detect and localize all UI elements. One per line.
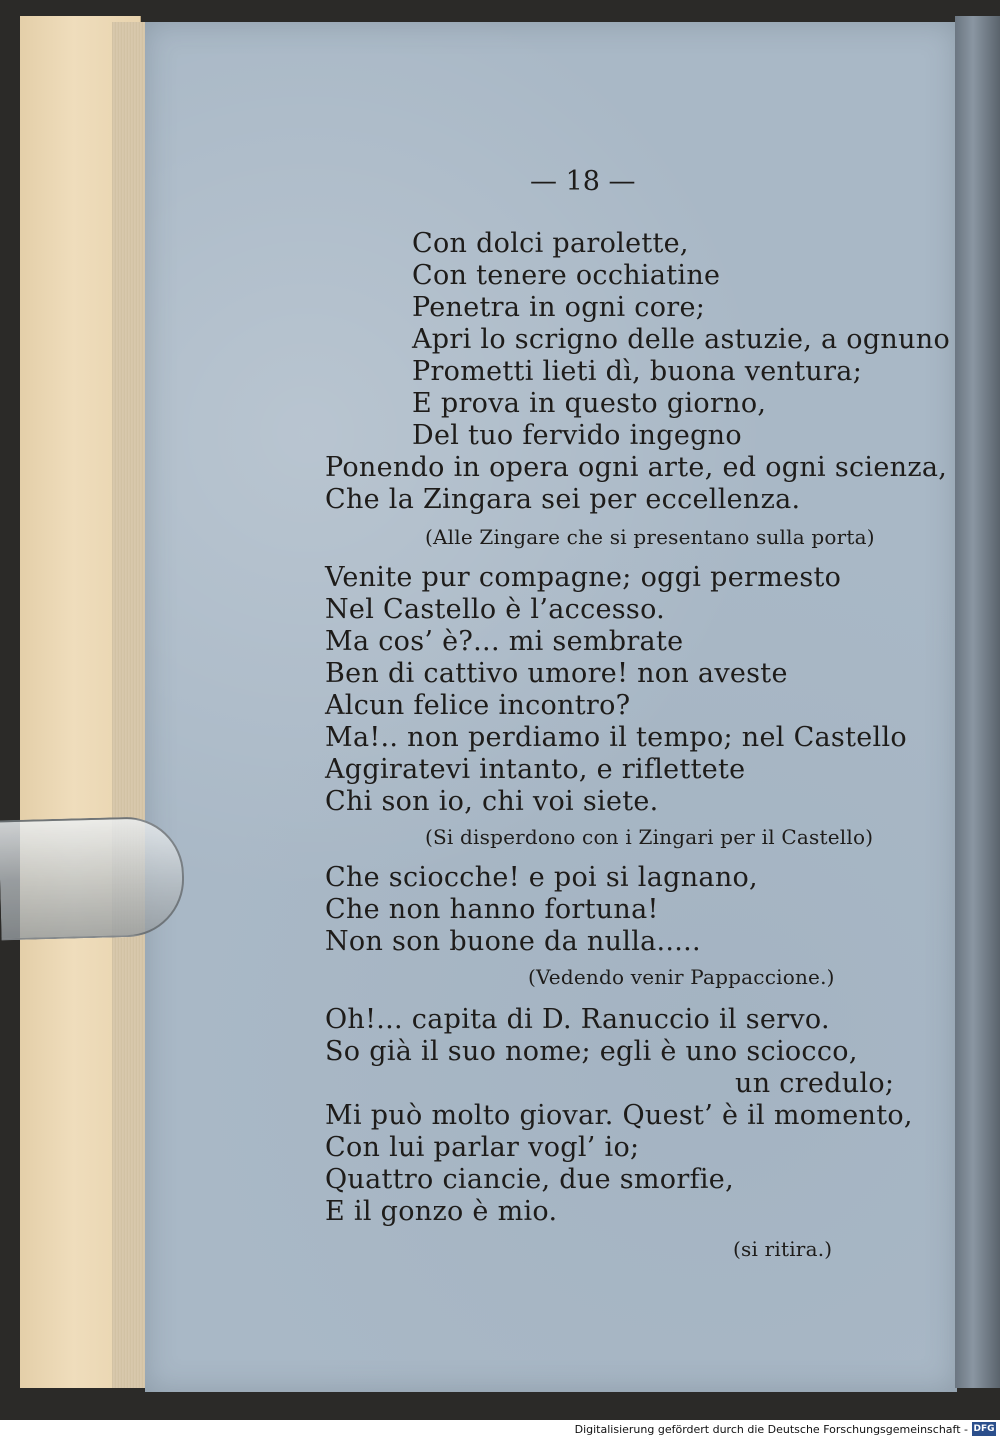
verse-line: Quattro ciancie, due smorfie, xyxy=(325,1164,734,1195)
verse-line: Che la Zingara sei per eccellenza. xyxy=(325,484,801,515)
verse-line: Ponendo in opera ogni arte, ed ogni scienza, xyxy=(325,452,948,483)
page-number: — 18 — xyxy=(530,166,636,197)
verse-line: Con dolci parolette, xyxy=(412,228,689,259)
verse-line: Nel Castello è l’accesso. xyxy=(325,594,666,625)
verse-line: E prova in questo giorno, xyxy=(412,388,767,419)
verse-line: Con tenere occhiatine xyxy=(412,260,721,291)
glass-page-clip xyxy=(0,816,186,941)
stage-direction: (si ritira.) xyxy=(733,1237,833,1261)
stage-direction: (Vedendo venir Pappaccione.) xyxy=(528,965,835,989)
verse-line: Aggiratevi intanto, e riflettete xyxy=(325,754,746,785)
verse-line: So già il suo nome; egli è uno sciocco, xyxy=(325,1036,858,1067)
verse-line: Ma!.. non perdiamo il tempo; nel Castello xyxy=(325,722,907,753)
stage-direction: (Alle Zingare che si presentano sulla porta) xyxy=(425,525,875,549)
verse-line: Mi può molto giovar. Quest’ è il momento, xyxy=(325,1100,913,1131)
verse-line: Prometti lieti dì, buona ventura; xyxy=(412,356,863,387)
verse-line: Venite pur compagne; oggi permesto xyxy=(325,562,842,593)
verse-line: Chi son io, chi voi siete. xyxy=(325,786,659,817)
dfg-logo-icon: DFG xyxy=(973,1424,995,1434)
verse-line: un credulo; xyxy=(735,1068,895,1099)
verse-line: Oh!... capita di D. Ranuccio il servo. xyxy=(325,1004,830,1035)
stage-direction: (Si disperdono con i Zingari per il Castello) xyxy=(425,825,874,849)
funding-notice: Digitalisierung gefördert durch die Deutsche Forschungsgemeinschaft - xyxy=(574,1423,968,1436)
verse-line: Che non hanno fortuna! xyxy=(325,894,659,925)
verse-line: Ma cos’ è?... mi sembrate xyxy=(325,626,684,657)
verse-line: Con lui parlar vogl’ io; xyxy=(325,1132,640,1163)
verse-line: Che sciocche! e poi si lagnano, xyxy=(325,862,758,893)
verse-line: Del tuo fervido ingegno xyxy=(412,420,742,451)
verse-line: Alcun felice incontro? xyxy=(325,690,631,721)
verse-line: Apri lo scrigno delle astuzie, a ognuno xyxy=(412,324,951,355)
verse-line: Non son buone da nulla..... xyxy=(325,926,701,957)
verse-line: Ben di cattivo umore! non aveste xyxy=(325,658,788,689)
verse-line: E il gonzo è mio. xyxy=(325,1196,558,1227)
verse-line: Penetra in ogni core; xyxy=(412,292,706,323)
